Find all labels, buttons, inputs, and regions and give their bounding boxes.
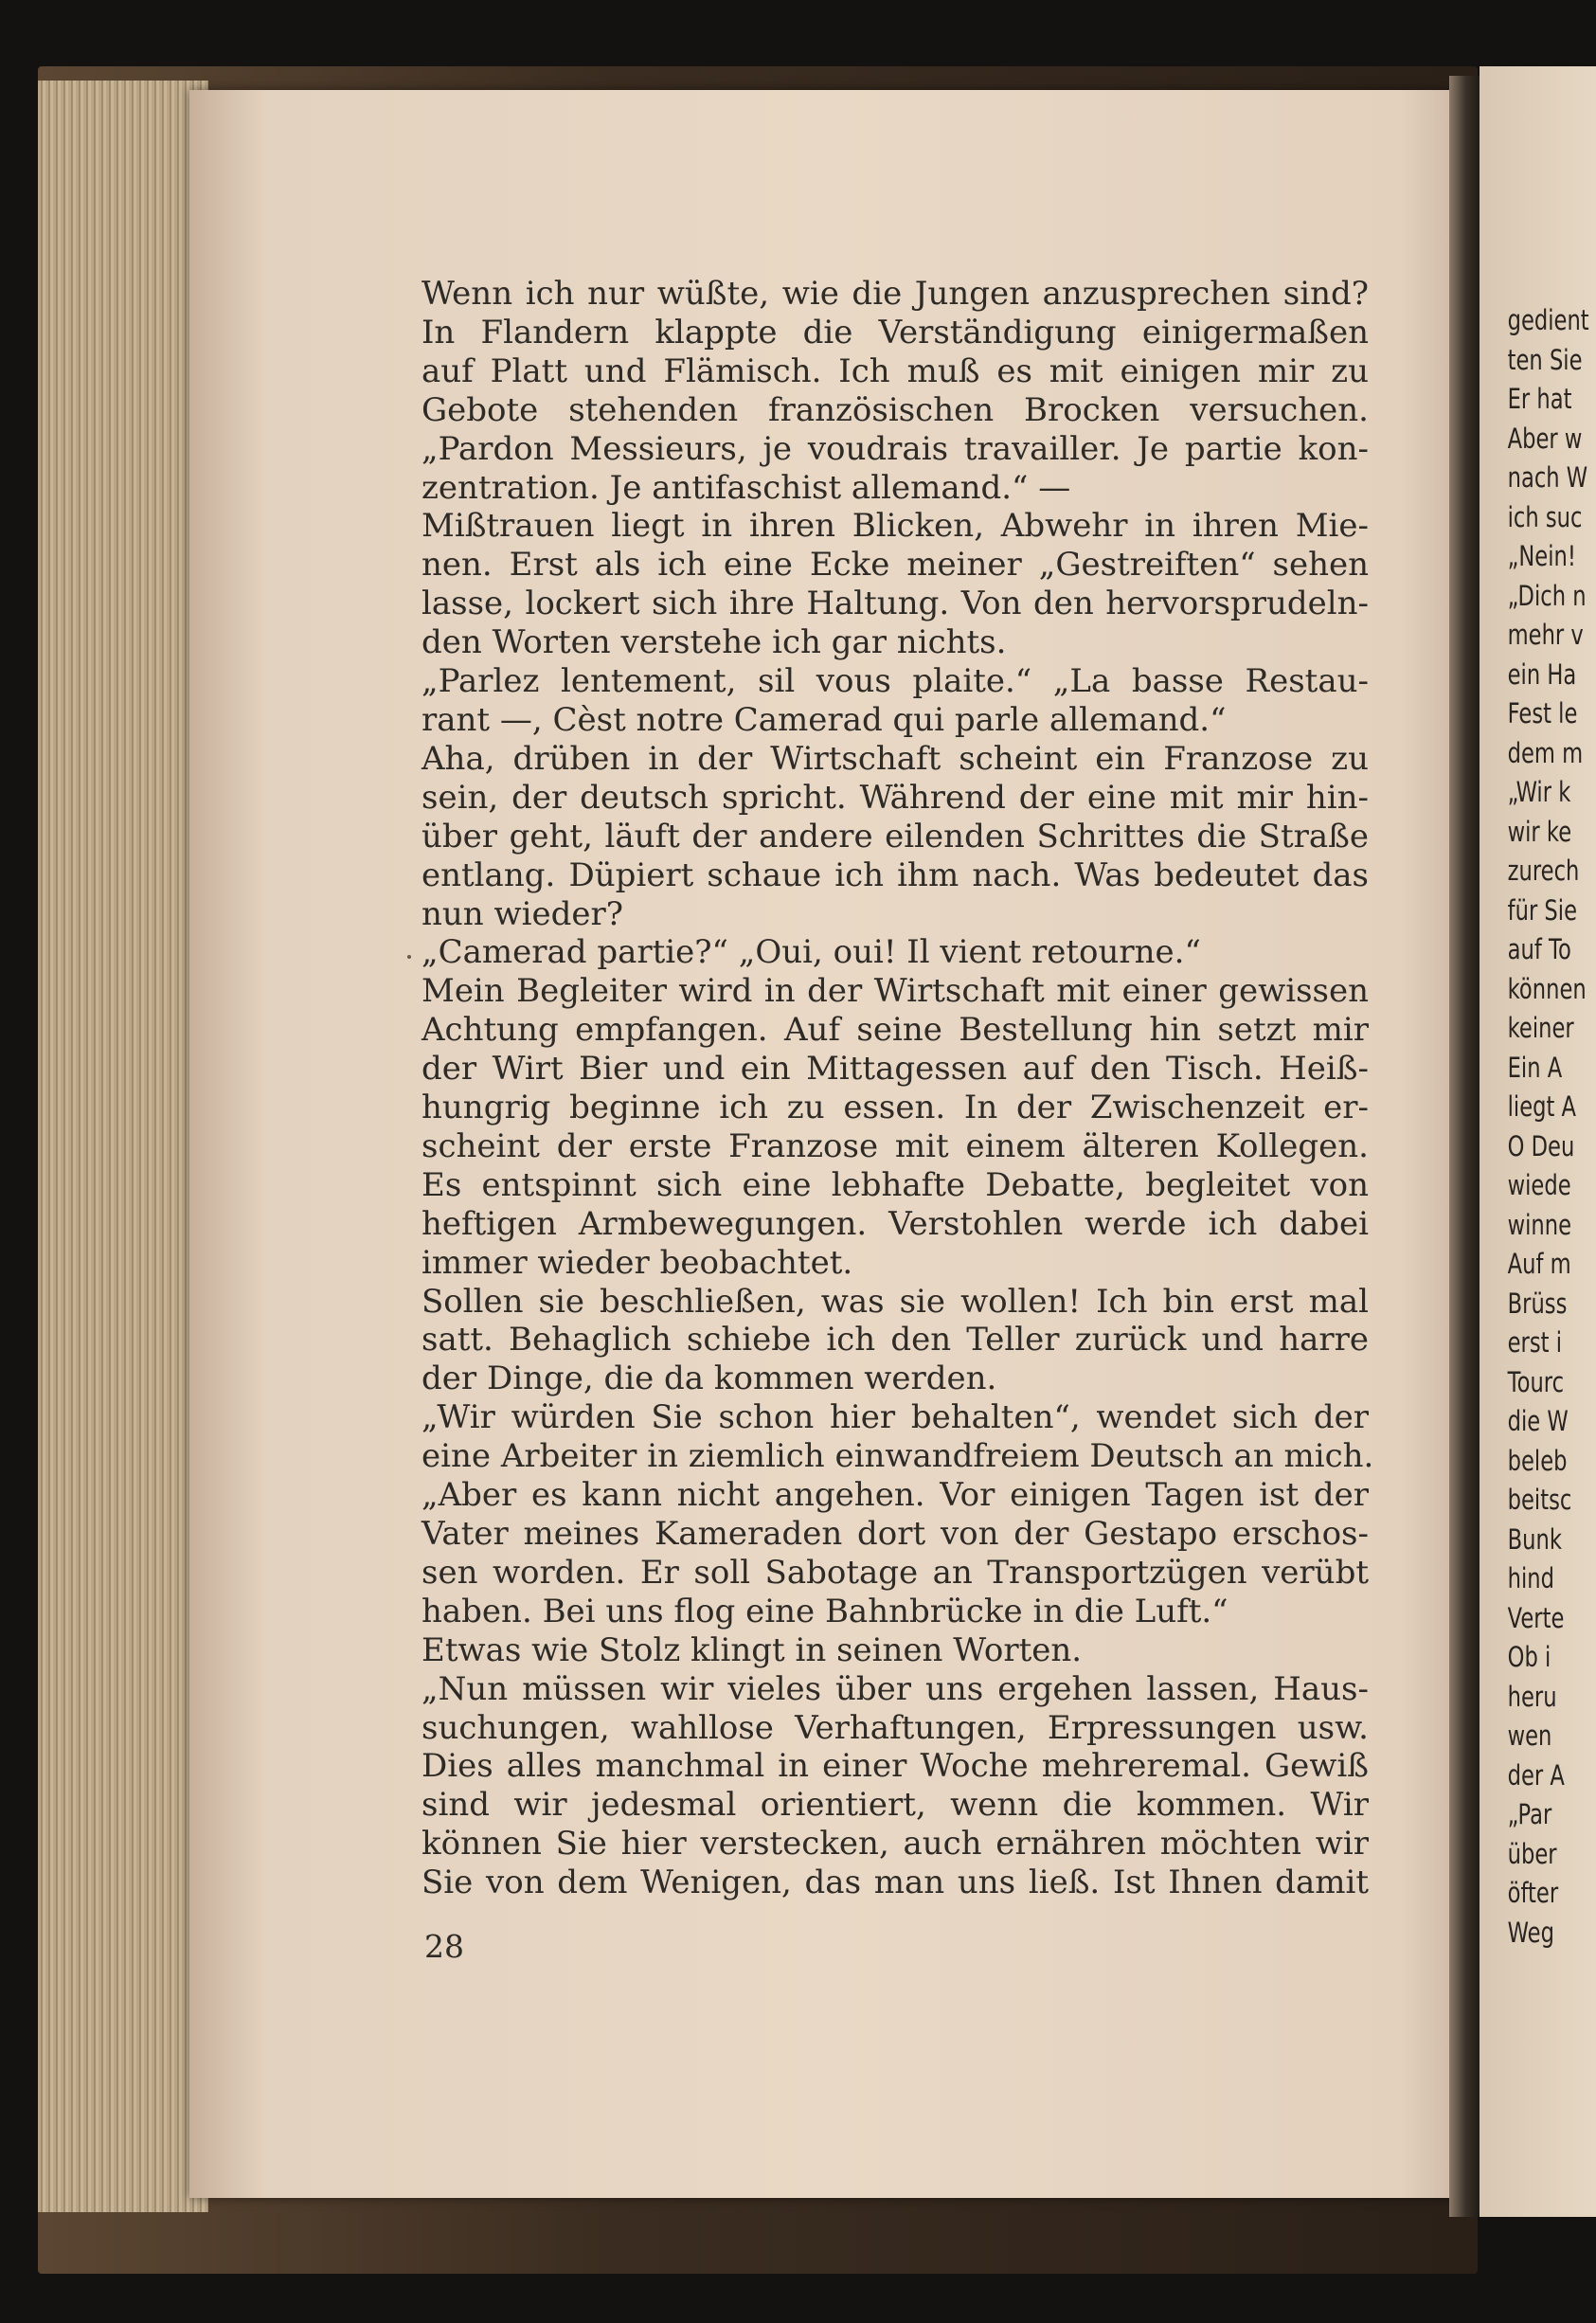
next-page-line: wir ke [1507,815,1572,848]
text-line: haben. Bei uns flog eine Bahnbrücke in die Luft.“ [421,1592,1228,1630]
next-page-line: wen [1507,1720,1552,1752]
next-page-line: gedient [1507,304,1589,336]
next-page-line: keiner [1507,1012,1574,1044]
text-line: eine Arbeiter in ziemlich einwandfreiem Deutsch an mich. [421,1437,1374,1476]
text-line: der Wirt Bier und ein Mittagessen auf den Tisch. Heiß- [421,1050,1369,1089]
next-page-line: Aber w [1507,422,1583,455]
next-page-line: ten Sie [1507,343,1583,376]
next-page-line: heru [1507,1680,1557,1713]
next-page-line: Ob i [1507,1641,1551,1673]
text-line: Achtung empfangen. Auf seine Bestellung hin setzt mir [421,1011,1369,1050]
next-page-line: Verte [1507,1601,1565,1634]
text-line: „Pardon Messieurs, je voudrais travailler. Je partie kon- [421,429,1369,468]
next-page-line: Er hat [1507,383,1572,415]
next-page-line: öfter [1507,1877,1559,1909]
next-page-line: wiede [1507,1169,1571,1201]
next-page-line: Weg [1507,1916,1554,1949]
next-page-line: dem m [1507,736,1584,769]
next-page-line: „Dich n [1507,579,1587,612]
text-line: sen worden. Er soll Sabotage an Transportzügen verübt [421,1553,1369,1592]
text-line: über geht, läuft der andere eilenden Schrittes die Straße [421,817,1369,855]
next-page-line: über [1507,1837,1557,1870]
next-page-line: auf To [1507,933,1571,965]
text-line: lasse, lockert sich ihre Haltung. Von den hervorsprudeln- [421,585,1369,623]
text-line: hungrig beginne ich zu essen. In der Zwischenzeit er- [421,1089,1369,1127]
next-page-line: „Nein! [1507,540,1576,572]
text-line: Vater meines Kameraden dort von der Gestapo erschos- [421,1515,1369,1553]
text-line: scheint der erste Franzose mit einem älteren Kollegen. [421,1126,1369,1165]
text-line: entlang. Düpiert schaue ich ihm nach. Was bedeutet das [421,855,1369,894]
text-line: Mißtrauen liegt in ihren Blicken, Abwehr in ihren Mie- [421,507,1369,546]
next-page-line: Bunk [1507,1522,1562,1556]
next-page-line: können [1507,972,1587,1005]
text-line: nun wieder? [421,894,623,933]
text-line: zentration. Je antifaschist allemand.“ — [421,468,1071,507]
next-page-text [1479,66,1589,1953]
next-page-line: Auf m [1507,1248,1571,1280]
text-line: Mein Begleiter wird in der Wirtschaft mit einer gewissen [421,972,1369,1011]
text-line: sind wir jedesmal orientiert, wenn die kommen. Wir [421,1786,1369,1825]
next-page-line: Tourc [1507,1365,1565,1398]
body-text [421,275,1374,1902]
text-line: heftigen Armbewegungen. Verstohlen werde ich dabei [421,1204,1369,1243]
next-page-line: liegt A [1507,1090,1577,1123]
book-page-right [1479,66,1596,2217]
text-line: können Sie hier verstecken, auch ernähren möchten wir [421,1825,1369,1864]
text-line: immer wieder beobachtet. [421,1243,853,1282]
next-page-line: O Deu [1507,1129,1575,1162]
next-page-line: nach W [1507,461,1588,494]
text-line: Es entspinnt sich eine lebhafte Debatte, begleitet von [421,1165,1369,1204]
next-page-line: die W [1507,1405,1569,1437]
page-number: 28 [424,1928,464,1965]
text-line: Sie von dem Wenigen, das man uns ließ. Ist Ihnen damit [421,1864,1369,1902]
text-line: suchungen, wahllose Verhaftungen, Erpressungen usw. [421,1708,1369,1747]
book-gutter [1449,76,1482,2217]
text-line: nen. Erst als ich eine Ecke meiner „Gestreiften“ sehen [421,546,1369,585]
text-line: rant —, Cèst notre Camerad qui parle allemand.“ [421,700,1227,739]
text-line: Sollen sie beschließen, was sie wollen! Ich bin erst mal [421,1282,1369,1321]
next-page-line: erst i [1507,1326,1562,1359]
next-page-line: Brüss [1507,1287,1568,1320]
text-line: „Camerad partie?“ „Oui, oui! Il vient retourne.“ [421,933,1201,972]
next-page-line: beleb [1507,1444,1568,1477]
text-line: „Nun müssen wir vieles über uns ergehen lassen, Haus- [421,1669,1369,1708]
next-page-line: hind [1507,1562,1554,1594]
next-page-line: Ein A [1507,1051,1563,1084]
next-page-line: der A [1507,1758,1565,1792]
next-page-line: beitsc [1507,1484,1572,1516]
text-line: Gebote stehenden französischen Brocken versuchen. [421,390,1369,429]
text-line: Aha, drüben in der Wirtschaft scheint ein Franzose zu [421,739,1369,778]
text-line: Etwas wie Stolz klingt in seinen Worten. [421,1630,1083,1669]
text-line: Wenn ich nur wüßte, wie die Jungen anzusprechen sind? [421,275,1369,313]
next-page-line: winne [1507,1208,1572,1241]
next-page-line: Fest le [1507,697,1578,729]
next-page-line: ich suc [1507,500,1583,533]
next-page-line: „Wir k [1507,776,1571,808]
page-edges [38,81,208,2212]
text-line: „Aber es kann nicht angehen. Vor einigen Tagen ist der [421,1476,1369,1515]
text-line: satt. Behaglich schiebe ich den Teller zurück und harre [421,1321,1369,1360]
next-page-line: zurech [1507,855,1580,887]
text-line: den Worten verstehe ich gar nichts. [421,623,1007,662]
text-line: „Parlez lentement, sil vous plaite.“ „La basse Restau- [421,662,1369,701]
text-line: auf Platt und Flämisch. Ich muß es mit einigen mir zu [421,351,1369,390]
next-page-line: für Sie [1507,893,1577,927]
margin-mark [407,955,411,959]
text-line: Dies alles manchmal in einer Woche mehreremal. Gewiß [421,1747,1369,1786]
text-line: In Flandern klappte die Verständigung einigermaßen [421,313,1369,351]
text-line: der Dinge, die da kommen werden. [421,1360,997,1398]
next-page-line: mehr v [1507,619,1584,651]
next-page-line: ein Ha [1507,657,1577,691]
text-line: sein, der deutsch spricht. Während der eine mit mir hin- [421,778,1369,817]
next-page-line: „Par [1507,1798,1552,1830]
text-line: „Wir würden Sie schon hier behalten“, wendet sich der [421,1398,1369,1437]
